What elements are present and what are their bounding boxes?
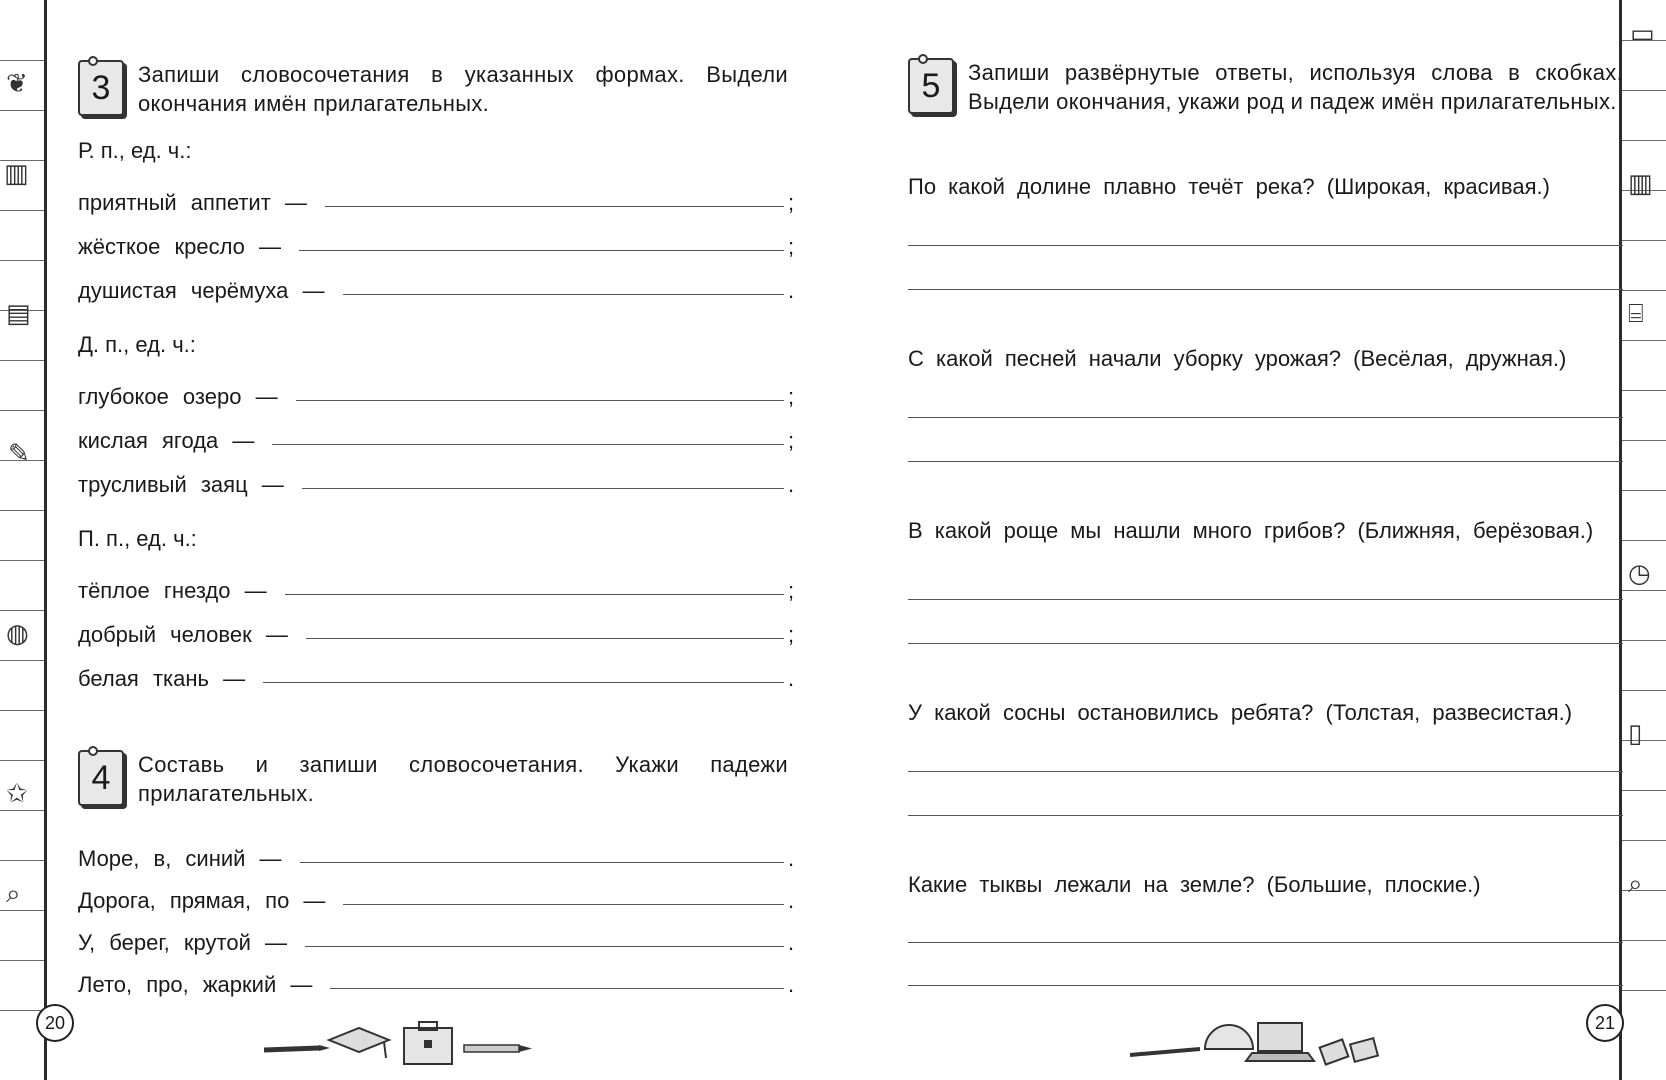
left-doodle-border bbox=[0, 0, 47, 1080]
bottom-illustration bbox=[264, 1018, 564, 1068]
star-icon: ✩ bbox=[6, 778, 28, 808]
task-4-body bbox=[78, 830, 798, 998]
globe-icon: ◍ bbox=[6, 618, 29, 648]
question-block bbox=[908, 344, 1623, 516]
graduation-cap-icon bbox=[329, 1028, 389, 1058]
answer-line[interactable] bbox=[343, 904, 784, 905]
exercise-row: Море, в, синий — . bbox=[78, 846, 795, 871]
exercise-row: кислая ягода — ; bbox=[78, 428, 795, 453]
answer-line[interactable] bbox=[263, 682, 784, 683]
exercise-row: жёсткое кресло — ; bbox=[78, 234, 795, 259]
answer-line[interactable] bbox=[330, 988, 784, 989]
exercise-row: добрый человек — ; bbox=[78, 622, 795, 647]
question-text: В какой роще мы нашли много грибов? (Ближняя, берёзовая.) bbox=[908, 518, 1594, 543]
case-label: Д. п., ед. ч.: bbox=[78, 332, 196, 357]
answer-line[interactable] bbox=[908, 771, 1623, 772]
answer-line[interactable] bbox=[908, 815, 1623, 816]
right-doodle-border bbox=[1619, 0, 1666, 1080]
answer-line[interactable] bbox=[908, 245, 1623, 246]
question-text: У какой сосны остановились ребята? (Толстая, развесистая.) bbox=[908, 700, 1573, 725]
answer-line[interactable] bbox=[302, 488, 784, 489]
book-icon: ▤ bbox=[6, 298, 31, 328]
answer-line[interactable] bbox=[908, 417, 1623, 418]
task-number-badge: 5 bbox=[908, 58, 954, 114]
leaf-icon: ❦ bbox=[6, 68, 28, 98]
bottom-illustration bbox=[1130, 1015, 1390, 1067]
pencil-icon bbox=[1130, 1049, 1200, 1055]
books-icon bbox=[1320, 1038, 1378, 1064]
question-block bbox=[908, 172, 1623, 344]
left-page bbox=[44, 0, 834, 1080]
task-5-header bbox=[908, 58, 1623, 116]
notebook-icon: ▭ bbox=[1630, 18, 1655, 48]
case-label: П. п., ед. ч.: bbox=[78, 526, 197, 551]
exercise-row: глубокое озеро — ; bbox=[78, 384, 795, 409]
books-icon: ▥ bbox=[1628, 168, 1653, 198]
right-page bbox=[880, 0, 1622, 1080]
protractor-icon bbox=[1205, 1025, 1253, 1049]
answer-line[interactable] bbox=[296, 400, 784, 401]
magnifier-icon: ⌕ bbox=[1628, 868, 1643, 898]
answer-line[interactable] bbox=[285, 594, 784, 595]
task-number-badge: 3 bbox=[78, 60, 124, 116]
exercise-row: тёплое гнездо — ; bbox=[78, 578, 795, 603]
page-number: 20 bbox=[36, 1004, 74, 1042]
clock-icon: ◷ bbox=[1628, 558, 1651, 588]
task-number-badge: 4 bbox=[78, 750, 124, 806]
magnifier-icon: ⌕ bbox=[6, 878, 21, 908]
task-5-instruction: Запиши развёрнутые ответы, используя слова в скобках. Выдели окончания, укажи род и падеж имён прилагательных. bbox=[968, 60, 1623, 114]
question-block bbox=[908, 516, 1623, 698]
answer-line[interactable] bbox=[306, 638, 784, 639]
exercise-row: Лето, про, жаркий — . bbox=[78, 972, 795, 997]
answer-line[interactable] bbox=[299, 250, 784, 251]
task-4-header bbox=[78, 750, 788, 808]
exercise-row: приятный аппетит — ; bbox=[78, 190, 795, 215]
task-5-body bbox=[908, 172, 1623, 986]
answer-line[interactable] bbox=[908, 985, 1623, 986]
exercise-row: Дорога, прямая, по — . bbox=[78, 888, 795, 913]
pen-icon bbox=[264, 1045, 330, 1051]
answer-line[interactable] bbox=[343, 294, 784, 295]
answer-line[interactable] bbox=[300, 862, 784, 863]
exercise-row: трусливый заяц — . bbox=[78, 472, 795, 497]
answer-line[interactable] bbox=[908, 461, 1623, 462]
question-text: По какой долине плавно течёт река? (Широкая, красивая.) bbox=[908, 174, 1550, 199]
answer-line[interactable] bbox=[908, 289, 1623, 290]
pencil-icon bbox=[464, 1045, 532, 1052]
case-label: Р. п., ед. ч.: bbox=[78, 138, 192, 163]
task-3-instruction: Запиши словосочетания в указанных формах. Выдели окончания имён прилагательных. bbox=[138, 62, 788, 116]
answer-line[interactable] bbox=[908, 599, 1623, 600]
answer-line[interactable] bbox=[305, 946, 784, 947]
exercise-row: белая ткань — . bbox=[78, 666, 795, 691]
question-text: С какой песней начали уборку урожая? (Весёлая, дружная.) bbox=[908, 346, 1567, 371]
answer-line[interactable] bbox=[325, 206, 784, 207]
question-block bbox=[908, 698, 1623, 870]
books-icon: ▥ bbox=[4, 158, 29, 188]
task-3-header bbox=[78, 60, 788, 118]
pen-icon: ✎ bbox=[8, 438, 30, 468]
answer-line[interactable] bbox=[272, 444, 784, 445]
laptop-icon bbox=[1246, 1023, 1314, 1061]
exercise-row: У, берег, крутой — . bbox=[78, 930, 795, 955]
answer-line[interactable] bbox=[908, 942, 1623, 943]
question-block bbox=[908, 870, 1623, 986]
answer-line[interactable] bbox=[908, 643, 1623, 644]
question-text: Какие тыквы лежали на земле? (Большие, плоские.) bbox=[908, 872, 1481, 897]
tablet-icon: ▯ bbox=[1628, 718, 1643, 748]
open-book-icon: ⌸ bbox=[1628, 298, 1644, 328]
briefcase-icon bbox=[404, 1022, 452, 1064]
task-3-body bbox=[78, 138, 798, 692]
task-4-instruction: Составь и запиши словосочетания. Укажи падежи прилагательных. bbox=[138, 752, 788, 806]
page-number: 21 bbox=[1586, 1004, 1624, 1042]
exercise-row: душистая черёмуха — . bbox=[78, 278, 795, 303]
